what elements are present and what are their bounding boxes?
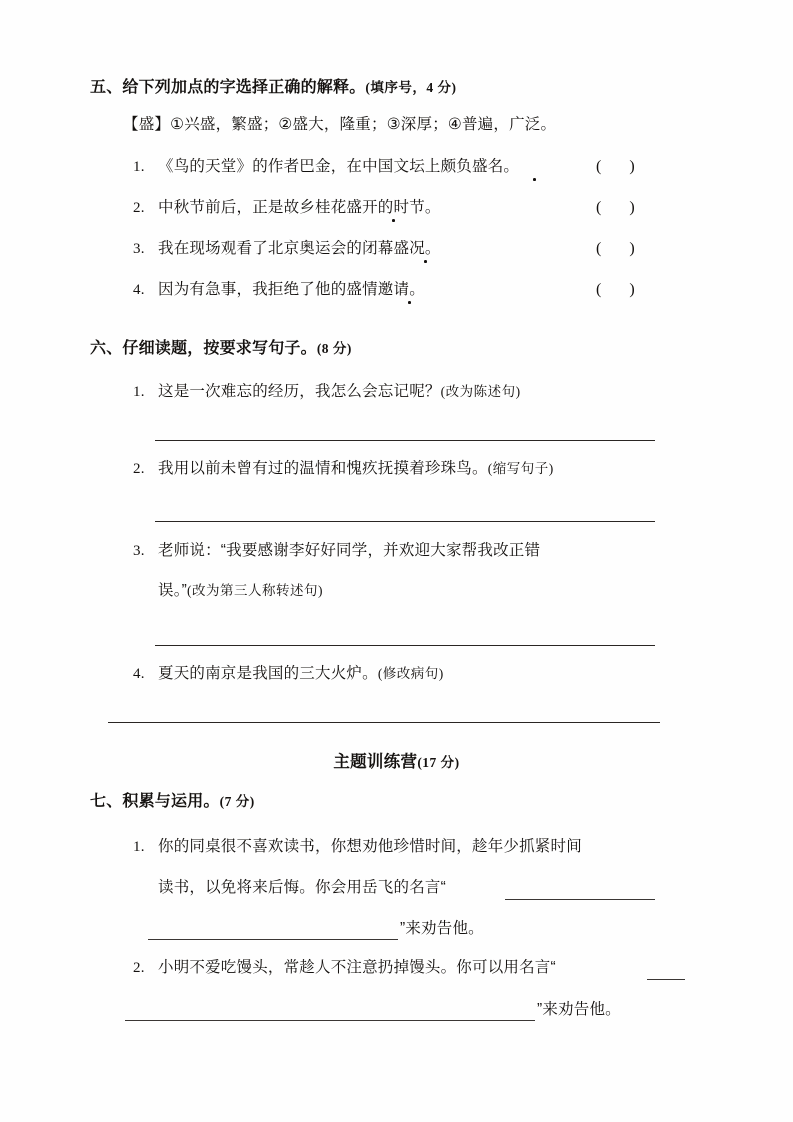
list-item: 我在现场观看了北京奥运会的闭幕盛况。	[158, 240, 441, 257]
answer-bracket[interactable]: ( )	[596, 240, 635, 257]
section-six-points: (8 分)	[316, 341, 352, 356]
list-item-text: 这是一次难忘的经历，我怎么会忘记呢？	[158, 383, 441, 400]
answer-rule[interactable]	[108, 722, 660, 723]
fill-blank[interactable]	[148, 939, 398, 940]
list-item-number: 2.	[133, 461, 145, 477]
list-item-number: 2.	[133, 200, 145, 216]
list-item-hint: (改为第三人称转述句)	[187, 583, 324, 598]
list-item-text: 我用以前未曾有过的温情和愧疚抚摸着珍珠鸟。	[158, 460, 488, 477]
list-item: 《鸟的天堂》的作者巴金，在中国文坛上颇负盛名。	[158, 158, 520, 175]
list-item-text: 夏天的南京是我国的三大火炉。	[158, 665, 378, 682]
answer-bracket[interactable]: ( )	[596, 199, 635, 216]
section-six-marker: 六、	[90, 340, 123, 357]
list-item-continuation: ”来劝告他。	[537, 1001, 621, 1018]
emphasis-dot	[408, 301, 411, 304]
section-five-marker: 五、	[90, 79, 123, 96]
list-item: 中秋节前后，正是故乡桂花盛开的时节。	[158, 199, 441, 216]
answer-bracket[interactable]: ( )	[596, 158, 635, 175]
list-item-number: 1.	[133, 384, 145, 400]
list-item	[158, 666, 444, 682]
section-six-title: 仔细读题，按要求写句子。	[122, 340, 317, 357]
section-banner	[0, 748, 793, 772]
section-five-title: 给下列加点的字选择正确的解释。	[122, 79, 366, 96]
section-seven-points: (7 分)	[219, 794, 255, 809]
list-item: 你的同桌很不喜欢读书，你想劝他珍惜时间，趁年少抓紧时间	[158, 838, 582, 855]
list-item-text: 误。”	[158, 582, 188, 599]
emphasis-dot	[424, 260, 427, 263]
list-item-continuation: 读书，以免将来后悔。你会用岳飞的名言“	[158, 879, 446, 896]
section-five-points: (填序号，4 分)	[365, 80, 457, 95]
list-item-number: 4.	[133, 282, 145, 298]
emphasis-dot	[533, 178, 536, 181]
list-item-number: 1.	[133, 159, 145, 175]
list-item-number: 4.	[133, 666, 145, 682]
fill-blank[interactable]	[505, 899, 655, 900]
section-banner-title: 主题训练营	[333, 753, 418, 771]
list-item-number: 2.	[133, 960, 145, 976]
section-seven-marker: 七、	[90, 793, 123, 810]
section-seven-title: 积累与运用。	[122, 793, 220, 810]
section-seven-heading	[90, 794, 255, 810]
list-item-number: 3.	[133, 543, 145, 559]
list-item-continuation: ”来劝告他。	[400, 920, 484, 937]
section-five-definition: 【盛】①兴盛，繁盛；②盛大，隆重；③深厚；④普遍，广泛。	[123, 116, 557, 133]
list-item-continuation	[158, 583, 323, 599]
list-item-number: 1.	[133, 839, 145, 855]
list-item: 因为有急事，我拒绝了他的盛情邀请。	[158, 281, 425, 298]
list-item-hint: (改为陈述句)	[440, 384, 521, 399]
list-item: 老师说：“我要感谢李好好同学，并欢迎大家帮我改正错	[158, 542, 541, 559]
emphasis-dot	[392, 219, 395, 222]
section-five-heading	[90, 80, 457, 96]
answer-rule[interactable]	[155, 645, 655, 646]
list-item	[158, 461, 554, 477]
list-item-number: 3.	[133, 241, 145, 257]
answer-bracket[interactable]: ( )	[596, 281, 635, 298]
section-six-heading	[90, 341, 352, 357]
fill-blank[interactable]	[125, 1020, 535, 1021]
list-item-hint: (修改病句)	[377, 666, 444, 681]
fill-blank[interactable]	[647, 979, 685, 980]
list-item	[158, 384, 521, 400]
answer-rule[interactable]	[155, 440, 655, 441]
list-item: 小明不爱吃馒头，常趁人不注意扔掉馒头。你可以用名言“	[158, 959, 556, 976]
list-item-hint: (缩写句子)	[487, 461, 554, 476]
section-banner-points: (17 分)	[417, 755, 460, 770]
answer-rule[interactable]	[155, 521, 655, 522]
